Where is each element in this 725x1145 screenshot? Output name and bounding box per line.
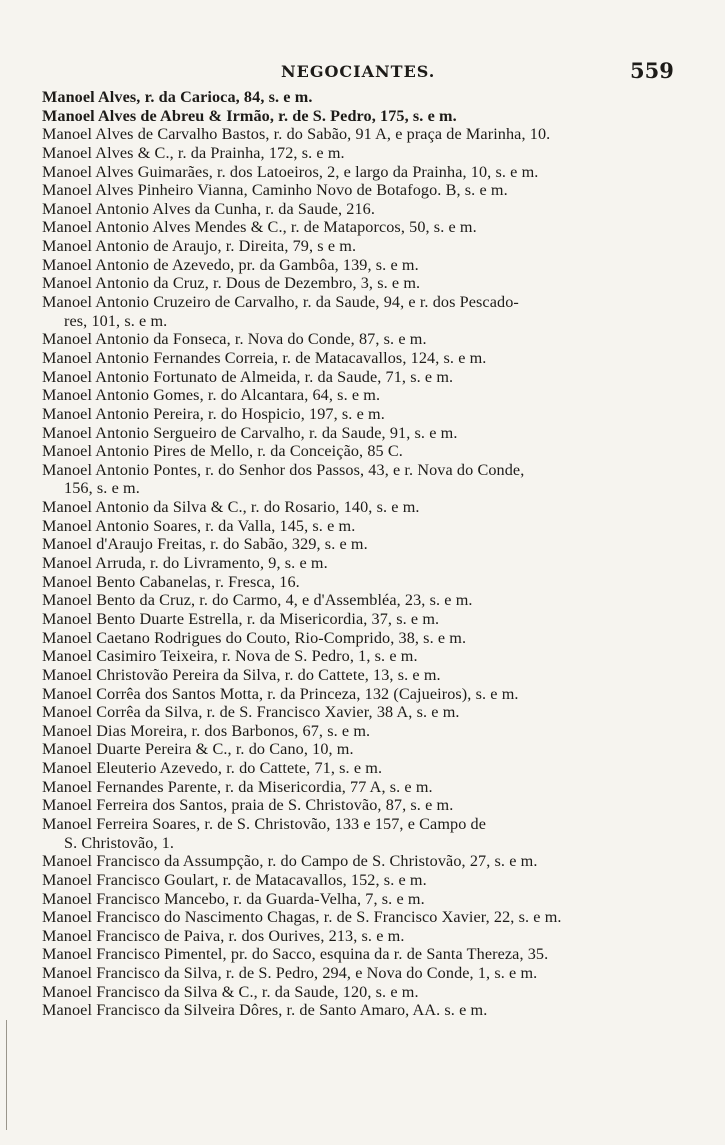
directory-entry: Manoel Alves de Abreu & Irmão, r. de S. Pedro, 175, s. e m. [42,106,457,125]
directory-entry: Manoel Francisco da Silva & C., r. da Saude, 120, s. e m. [42,982,419,1001]
directory-entry: Manoel Duarte Pereira & C., r. do Cano, 10, m. [42,740,354,759]
page-number: 559 [630,58,674,83]
directory-entry: Manoel Francisco Goulart, r. de Matacavallos, 152, s. e m. [42,870,427,889]
directory-entry: Manoel d'Araujo Freitas, r. do Sabão, 329, s. e m. [42,535,368,554]
directory-entry: Manoel Alves Pinheiro Vianna, Caminho Novo de Botafogo. B, s. e m. [42,181,508,200]
directory-entry: Manoel Alves & C., r. da Prainha, 172, s. e m. [42,143,345,162]
directory-entry: Manoel Fernandes Parente, r. da Misericordia, 77 A, s. e m. [42,777,433,796]
directory-entry: Manoel Christovão Pereira da Silva, r. do Cattete, 13, s. e m. [42,665,441,684]
directory-entry: Manoel Alves, r. da Carioca, 84, s. e m. [42,88,313,106]
directory-entry-continuation: 156, s. e m. [64,479,140,498]
directory-entry: Manoel Antonio Pontes, r. do Senhor dos Passos, 43, e r. Nova do Conde, [42,460,525,479]
directory-entry: Manoel Antonio Gomes, r. do Alcantara, 64, s. e m. [42,386,381,405]
page-title: NEGOCIANTES. [281,62,436,81]
directory-entry: Manoel Antonio Pires de Mello, r. da Conceição, 85 C. [42,442,403,461]
directory-entry: Manoel Antonio Fernandes Correia, r. de Matacavallos, 124, s. e m. [42,348,487,367]
directory-entry: Manoel Alves de Carvalho Bastos, r. do Sabão, 91 A, e praça de Marinha, 10. [42,125,551,144]
directory-entry: Manoel Francisco Pimentel, pr. do Sacco, esquina da r. de Santa Thereza, 35. [42,945,549,964]
directory-entry: Manoel Antonio Sergueiro de Carvalho, r. da Saude, 91, s. e m. [42,423,458,442]
directory-entry: Manoel Antonio Pereira, r. do Hospicio, 197, s. e m. [42,404,385,423]
directory-entry: Manoel Caetano Rodrigues do Couto, Rio-Comprido, 38, s. e m. [42,628,467,647]
directory-entry: Manoel Ferreira Soares, r. de S. Christovão, 133 e 157, e Campo de [42,814,487,833]
directory-entry-continuation: res, 101, s. e m. [64,311,168,330]
page-edge-mark [6,1020,7,1130]
directory-entry: Manoel Antonio de Araujo, r. Direita, 79, s e m. [42,237,357,256]
directory-entry: Manoel Francisco da Assumpção, r. do Campo de S. Christovão, 27, s. e m. [42,852,538,871]
directory-entry: Manoel Francisco de Paiva, r. dos Ourives, 213, s. e m. [42,926,405,945]
directory-entry: Manoel Bento Duarte Estrella, r. da Misericordia, 37, s. e m. [42,609,440,628]
directory-entry: Manoel Arruda, r. do Livramento, 9, s. e m. [42,554,328,573]
directory-entry: Manoel Antonio da Silva & C., r. do Rosario, 140, s. e m. [42,498,420,517]
directory-entry: Manoel Antonio de Azevedo, pr. da Gambôa, 139, s. e m. [42,255,419,274]
directory-entry: Manoel Bento da Cruz, r. do Carmo, 4, e d'Assembléa, 23, s. e m. [42,591,473,610]
directory-entry: Manoel Antonio Alves Mendes & C., r. de Mataporcos, 50, s. e m. [42,218,477,237]
directory-entry: Manoel Corrêa da Silva, r. de S. Francisco Xavier, 38 A, s. e m. [42,703,460,722]
directory-entry: Manoel Antonio Cruzeiro de Carvalho, r. da Saude, 94, e r. dos Pescado- [42,293,519,312]
directory-entry: Manoel Alves Guimarães, r. dos Latoeiros, 2, e largo da Prainha, 10, s. e m. [42,162,539,181]
directory-entry: Manoel Francisco da Silveira Dôres, r. de Santo Amaro, AA. s. e m. [42,1001,488,1020]
directory-entry: Manoel Corrêa dos Santos Motta, r. da Princeza, 132 (Cajueiros), s. e m. [42,684,519,703]
directory-entry: Manoel Francisco do Nascimento Chagas, r. de S. Francisco Xavier, 22, s. e m. [42,908,562,927]
directory-entry-continuation: S. Christovão, 1. [64,833,175,852]
directory-entry: Manoel Antonio da Fonseca, r. Nova do Conde, 87, s. e m. [42,330,427,349]
directory-entry: Manoel Francisco da Silva, r. de S. Pedro, 294, e Nova do Conde, 1, s. e m. [42,964,538,983]
merchant-directory-list [42,88,692,1020]
directory-entry: Manoel Ferreira dos Santos, praia de S. Christovão, 87, s. e m. [42,796,454,815]
directory-entry: Manoel Eleuterio Azevedo, r. do Cattete, 71, s. e m. [42,759,383,778]
directory-entry: Manoel Antonio da Cruz, r. Dous de Dezembro, 3, s. e m. [42,274,421,293]
directory-entry: Manoel Francisco Mancebo, r. da Guarda-Velha, 7, s. e m. [42,889,425,908]
directory-entry: Manoel Antonio Soares, r. da Valla, 145, s. e m. [42,516,356,535]
directory-entry: Manoel Casimiro Teixeira, r. Nova de S. Pedro, 1, s. e m. [42,647,418,666]
directory-entry: Manoel Dias Moreira, r. dos Barbonos, 67, s. e m. [42,721,371,740]
directory-entry: Manoel Bento Cabanelas, r. Fresca, 16. [42,572,300,591]
directory-entry: Manoel Antonio Alves da Cunha, r. da Saude, 216. [42,199,376,218]
directory-entry: Manoel Antonio Fortunato de Almeida, r. da Saude, 71, s. e m. [42,367,454,386]
